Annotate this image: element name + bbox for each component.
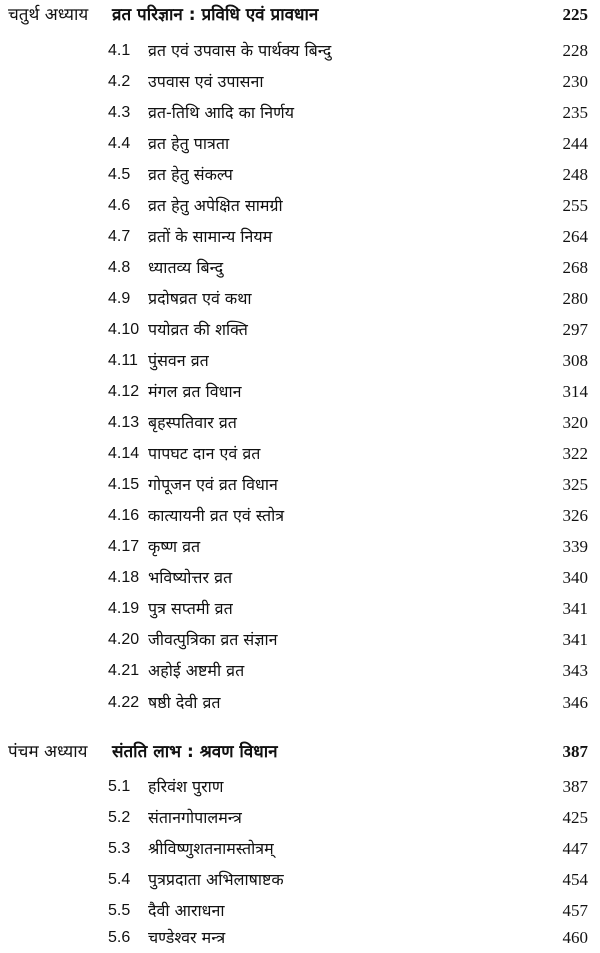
section-page: 341 (562, 630, 588, 649)
toc-entry (0, 501, 600, 531)
section-page: 297 (562, 320, 588, 339)
section-page: 339 (562, 537, 588, 556)
section-title: गोपूजन एवं व्रत विधान (148, 475, 278, 494)
section-title: पुंसवन व्रत (148, 351, 209, 370)
section-page: 314 (562, 382, 588, 401)
toc-entry (0, 834, 600, 864)
toc-entry (0, 896, 600, 926)
chapter-page: 225 (562, 5, 588, 24)
chapter-heading (0, 0, 600, 30)
section-number: 4.6 (108, 197, 131, 214)
section-page: 244 (562, 134, 588, 153)
section-page: 387 (562, 777, 588, 796)
toc-entry (0, 160, 600, 190)
toc-entry (0, 98, 600, 128)
section-number: 4.2 (108, 73, 131, 90)
chapter-name: पंचम अध्याय (8, 742, 88, 762)
toc-entry (0, 923, 600, 953)
section-page: 268 (562, 258, 588, 277)
section-title: हरिवंश पुराण (148, 777, 224, 796)
section-page: 340 (562, 568, 588, 587)
section-page: 454 (562, 870, 588, 889)
section-page: 235 (562, 103, 588, 122)
section-title: कात्यायनी व्रत एवं स्तोत्र (148, 506, 285, 525)
section-number: 4.3 (108, 104, 131, 121)
section-page: 457 (562, 901, 588, 920)
section-page: 425 (562, 808, 588, 827)
chapter-title: व्रत परिज्ञान : प्रविधि एवं प्रावधान (112, 5, 319, 25)
section-page: 280 (562, 289, 588, 308)
section-title: प्रदोषव्रत एवं कथा (148, 289, 252, 308)
toc-entry (0, 408, 600, 438)
toc-entry (0, 532, 600, 562)
chapter-name: चतुर्थ अध्याय (8, 5, 89, 25)
toc-entry (0, 563, 600, 593)
section-page: 255 (562, 196, 588, 215)
section-title: ध्यातव्य बिन्दु (148, 258, 224, 277)
section-number: 4.4 (108, 135, 131, 152)
section-page: 341 (562, 599, 588, 618)
section-number: 4.22 (108, 694, 140, 711)
section-title: व्रत-तिथि आदि का निर्णय (148, 103, 294, 122)
section-title: अहोई अष्टमी व्रत (148, 661, 245, 680)
chapter-page: 387 (562, 742, 588, 761)
toc-entry (0, 346, 600, 376)
section-number: 4.5 (108, 166, 131, 183)
section-number: 4.9 (108, 290, 131, 307)
section-number: 4.13 (108, 414, 140, 431)
section-title: मंगल व्रत विधान (148, 382, 242, 401)
toc-entry (0, 865, 600, 895)
section-page: 320 (562, 413, 588, 432)
toc-entry (0, 439, 600, 469)
section-title: व्रत एवं उपवास के पार्थक्य बिन्दु (148, 41, 332, 60)
section-title: पयोव्रत की शक्ति (148, 320, 248, 339)
section-page: 322 (562, 444, 588, 463)
section-number: 4.18 (108, 569, 140, 586)
toc-entry (0, 625, 600, 655)
section-number: 4.20 (108, 631, 140, 648)
section-title: पुत्रप्रदाता अभिलाषाष्टक (148, 870, 284, 889)
section-title: श्रीविष्णुशतनामस्तोत्रम् (148, 839, 274, 858)
section-title: बृहस्पतिवार व्रत (148, 413, 237, 432)
toc-entry (0, 688, 600, 718)
chapter-title: संतति लाभ : श्रवण विधान (112, 742, 278, 762)
toc-entry (0, 594, 600, 624)
section-title: भविष्योत्तर व्रत (148, 568, 233, 587)
section-number: 4.10 (108, 321, 140, 338)
section-page: 447 (562, 839, 588, 858)
section-number: 4.19 (108, 600, 140, 617)
section-title: चण्डेश्वर मन्त्र (148, 928, 226, 947)
toc-entry (0, 284, 600, 314)
section-number: 5.6 (108, 929, 131, 946)
section-title: संतानगोपालमन्त्र (148, 808, 242, 827)
section-number: 4.14 (108, 445, 140, 462)
toc-entry (0, 315, 600, 345)
section-page: 228 (562, 41, 588, 60)
section-title: व्रत हेतु अपेक्षित सामग्री (148, 196, 283, 215)
section-number: 4.12 (108, 383, 140, 400)
toc-entry (0, 656, 600, 686)
section-number: 4.17 (108, 538, 140, 555)
section-page: 343 (562, 661, 588, 680)
section-number: 5.1 (108, 778, 131, 795)
section-page: 230 (562, 72, 588, 91)
section-page: 325 (562, 475, 588, 494)
toc-entry (0, 253, 600, 283)
section-title: षष्ठी देवी व्रत (148, 693, 221, 712)
section-title: व्रतों के सामान्य नियम (148, 227, 273, 246)
section-page: 346 (562, 693, 588, 712)
section-number: 4.1 (108, 42, 131, 59)
toc-entry (0, 129, 600, 159)
section-number: 4.16 (108, 507, 140, 524)
section-title: जीवत्पुत्रिका व्रत संज्ञान (148, 630, 278, 649)
section-number: 4.15 (108, 476, 140, 493)
toc-entry (0, 191, 600, 221)
section-number: 5.2 (108, 809, 131, 826)
section-title: पापघट दान एवं व्रत (148, 444, 261, 463)
toc-entry (0, 67, 600, 97)
section-page: 264 (562, 227, 588, 246)
toc-entry (0, 377, 600, 407)
section-page: 326 (562, 506, 588, 525)
section-title: दैवी आराधना (148, 901, 225, 920)
section-number: 5.3 (108, 840, 131, 857)
section-page: 460 (562, 928, 588, 947)
section-title: कृष्ण व्रत (148, 537, 201, 556)
section-number: 5.5 (108, 902, 131, 919)
toc-entry (0, 222, 600, 252)
toc-entry (0, 470, 600, 500)
section-page: 248 (562, 165, 588, 184)
section-number: 4.7 (108, 228, 131, 245)
section-title: व्रत हेतु संकल्प (148, 165, 233, 184)
section-number: 4.21 (108, 662, 140, 679)
toc-entry (0, 772, 600, 802)
section-number: 5.4 (108, 871, 131, 888)
toc-entry (0, 36, 600, 66)
section-number: 4.8 (108, 259, 131, 276)
section-title: पुत्र सप्तमी व्रत (148, 599, 233, 618)
toc-entry (0, 803, 600, 833)
section-number: 4.11 (108, 352, 138, 369)
section-title: उपवास एवं उपासना (148, 72, 264, 91)
section-title: व्रत हेतु पात्रता (148, 134, 230, 153)
chapter-heading (0, 737, 600, 767)
section-page: 308 (562, 351, 588, 370)
